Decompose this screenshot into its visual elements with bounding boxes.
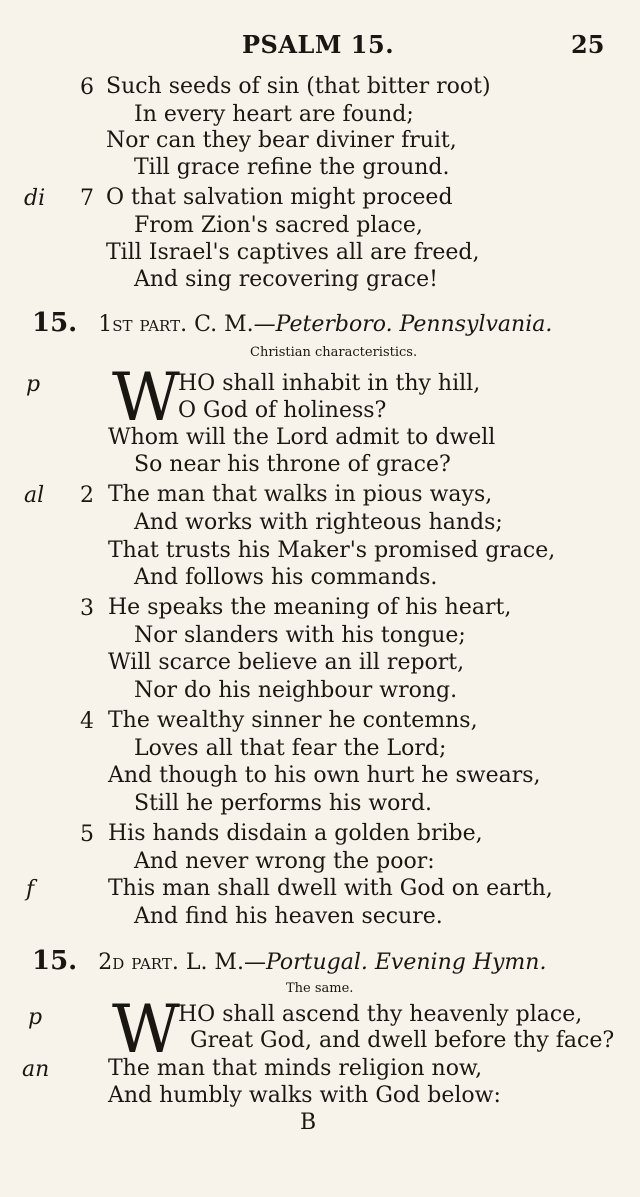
verse-line: Till Israel's captives all are freed, bbox=[106, 240, 480, 265]
dynamic-marker: f bbox=[26, 877, 35, 902]
verse-line: The man that minds religion now, bbox=[108, 1056, 483, 1081]
verse-line: Still he performs his word. bbox=[134, 791, 433, 816]
dynamic-marker: an bbox=[22, 1057, 50, 1082]
verse-line: In every heart are found; bbox=[134, 102, 414, 127]
drop-capital: W bbox=[112, 991, 180, 1068]
hymn-meter: C. M.— bbox=[194, 312, 276, 337]
verse-line: Nor slanders with his tongue; bbox=[134, 623, 466, 648]
verse-line: And works with righteous hands; bbox=[134, 510, 503, 535]
verse-line: HO shall ascend thy heavenly place, bbox=[178, 1002, 583, 1027]
dynamic-marker: di bbox=[24, 186, 46, 211]
verse-number: 6 bbox=[80, 75, 94, 100]
verse-line: So near his throne of grace? bbox=[134, 452, 451, 477]
hymn-part: 1st part. bbox=[98, 312, 188, 337]
verse-line: Such seeds of sin (that bitter root) bbox=[106, 74, 491, 99]
verse-line: And find his heaven secure. bbox=[134, 904, 443, 929]
signature-mark: B bbox=[300, 1110, 317, 1135]
verse-number: 5 bbox=[80, 822, 94, 847]
verse-line: From Zion's sacred place, bbox=[134, 213, 423, 238]
dynamic-marker: al bbox=[24, 483, 45, 508]
verse-line: O that salvation might proceed bbox=[106, 185, 453, 210]
verse-line: Till grace refine the ground. bbox=[134, 155, 450, 180]
hymn-number: 15. bbox=[32, 308, 78, 338]
hymn-meter: L. M.— bbox=[185, 950, 266, 975]
verse-line: Will scarce believe an ill report, bbox=[108, 650, 465, 675]
verse-number: 3 bbox=[80, 596, 94, 621]
page-header-title: PSALM 15. bbox=[242, 30, 395, 59]
verse-line: Nor can they bear diviner fruit, bbox=[106, 128, 457, 153]
hymn-subtitle: The same. bbox=[286, 981, 354, 996]
drop-capital: W bbox=[112, 359, 180, 436]
hymn-tunes: Peterboro. Pennsylvania. bbox=[275, 312, 553, 337]
page-number: 25 bbox=[571, 30, 605, 59]
verse-line: Great God, and dwell before thy face? bbox=[190, 1028, 615, 1053]
verse-line: And humbly walks with God below: bbox=[108, 1083, 501, 1108]
verse-line: Nor do his neighbour wrong. bbox=[134, 678, 458, 703]
verse-line: Loves all that fear the Lord; bbox=[134, 736, 447, 761]
verse-number: 7 bbox=[80, 186, 94, 211]
verse-number: 4 bbox=[80, 709, 94, 734]
verse-line: This man shall dwell with God on earth, bbox=[108, 876, 553, 901]
verse-line: And never wrong the poor: bbox=[134, 849, 435, 874]
verse-line: And follows his commands. bbox=[134, 565, 438, 590]
hymn-heading bbox=[32, 308, 552, 338]
hymn-subtitle: Christian characteristics. bbox=[250, 345, 418, 360]
hymn-heading bbox=[32, 946, 546, 976]
verse-line: The man that walks in pious ways, bbox=[108, 482, 493, 507]
verse-line: That trusts his Maker's promised grace, bbox=[108, 538, 556, 563]
verse-line: O God of holiness? bbox=[178, 398, 387, 423]
verse-line: And sing recovering grace! bbox=[134, 267, 438, 292]
dynamic-marker: p bbox=[28, 1005, 43, 1030]
verse-line: The wealthy sinner he contemns, bbox=[108, 708, 478, 733]
verse-line: HO shall inhabit in thy hill, bbox=[178, 371, 481, 396]
hymn-tunes: Portugal. Evening Hymn. bbox=[265, 950, 547, 975]
dynamic-marker: p bbox=[26, 372, 41, 397]
verse-line: His hands disdain a golden bribe, bbox=[108, 821, 483, 846]
hymn-number: 15. bbox=[32, 946, 78, 976]
verse-line: He speaks the meaning of his heart, bbox=[108, 595, 512, 620]
verse-line: Whom will the Lord admit to dwell bbox=[108, 425, 496, 450]
hymn-part: 2d part. bbox=[98, 950, 179, 975]
verse-line: And though to his own hurt he swears, bbox=[108, 763, 541, 788]
verse-number: 2 bbox=[80, 483, 94, 508]
